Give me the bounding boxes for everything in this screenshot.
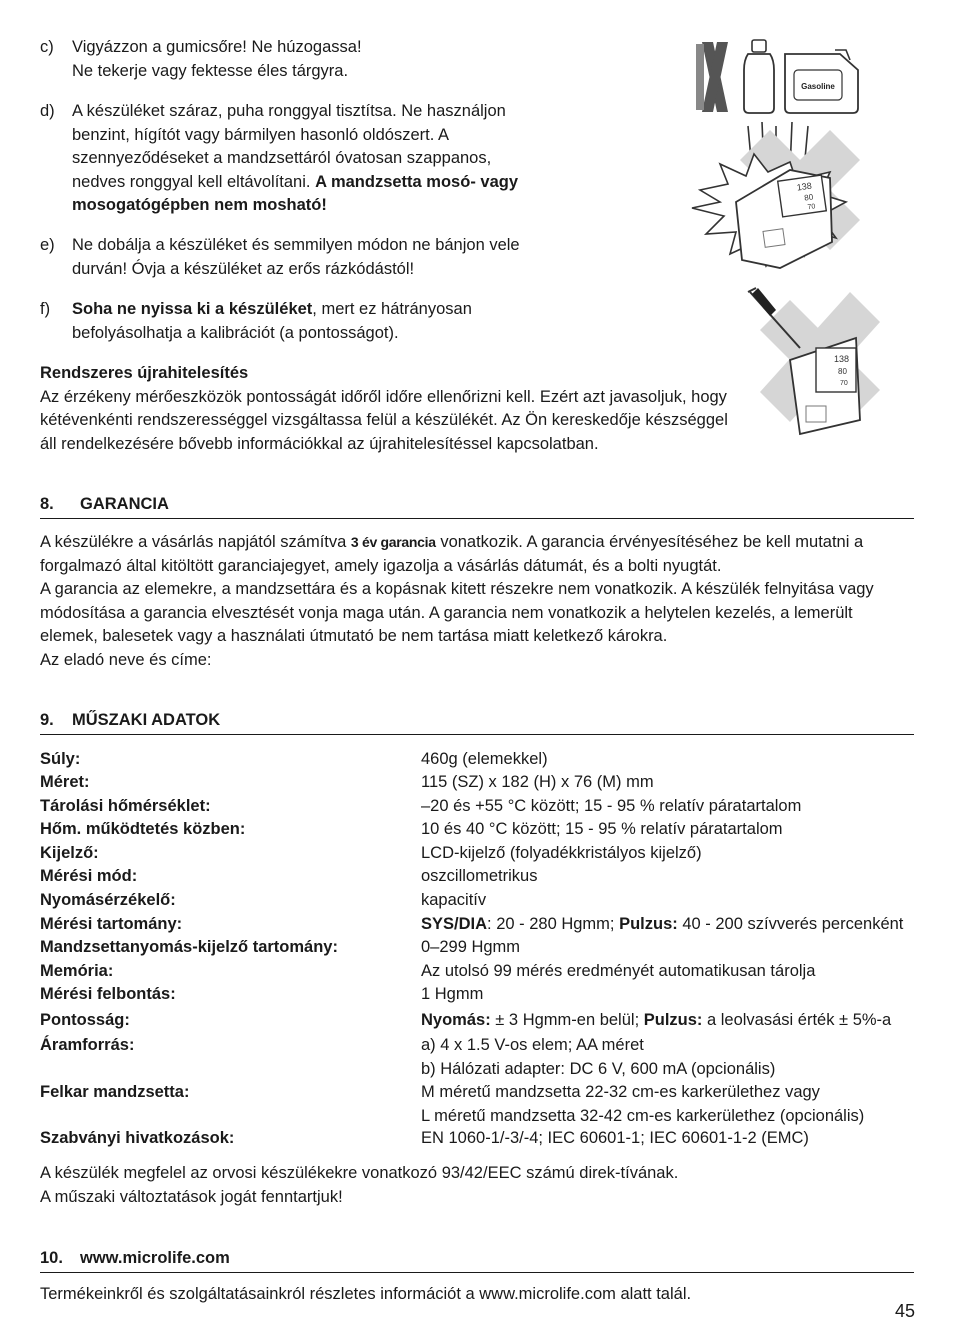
specs-note-rights: A műszaki változtatások jogát fenntartjuk!	[40, 1187, 343, 1206]
spec-row-display	[40, 842, 930, 866]
spec-row-cuff-range	[40, 936, 930, 960]
spec-value: kapacitív	[421, 891, 487, 909]
spec-row-method	[40, 865, 930, 889]
display-pulse-1: 70	[807, 203, 816, 212]
spec-label: Nyomásérzékelő:	[40, 891, 176, 909]
warranty-p1	[40, 531, 910, 578]
page-number: 45	[895, 1301, 916, 1321]
spec-row-power	[40, 1034, 930, 1081]
care-f-text: , mert ez hátrányosan befolyásolhatja a kalibrációt (a pontosságot).	[72, 300, 472, 342]
spec-label: Hőm. működtetés közben:	[40, 820, 246, 838]
warranty-heading	[40, 493, 914, 519]
spec-row-cuff	[40, 1081, 930, 1128]
web-body: Termékeinkről és szolgáltatásainkról részletes információt a www.microlife.com alatt talál.	[40, 1285, 692, 1303]
care-marker-d: d)	[40, 102, 55, 120]
warranty-p2: A garancia az elemekre, a mandzsettára és a kopásnak kitett részekre nem vonatkozik. A készülék felnyitása vagy módosítása a garancia elvesztését vonja maga után. A garancia nem vonatkozik a helytelen kezelés, a lemerült elemek, balesetek vagy a használati útmutató be nem tartása miatt keletkező károkra.	[40, 580, 874, 645]
spec-value: 460g (elemekkel)	[421, 750, 548, 768]
specs-note-directive: A készülék megfelel az orvosi készülékekre vonatkozó 93/42/EEC számú direk-tívának.	[40, 1164, 679, 1182]
care-marker-e: e)	[40, 236, 55, 254]
specs-heading	[40, 709, 914, 735]
spec-row-operating-temp	[40, 818, 930, 842]
spec-label: Mandzsettanyomás-kijelző tartomány:	[40, 938, 338, 956]
spec-row-standards	[40, 1127, 930, 1151]
spec-value-line1: M méretű mandzsetta 22-32 cm-es karkerülethez vagy	[421, 1083, 820, 1101]
spec-value: 10 és 40 °C között; 15 - 95 % relatív páratartalom	[421, 820, 783, 838]
spec-row-storage-temp	[40, 795, 930, 819]
warranty-p3: Az eladó neve és címe:	[40, 650, 212, 669]
display-dia-2: 80	[838, 367, 847, 376]
spec-row-sensor	[40, 889, 930, 913]
web-title: www.microlife.com	[80, 1249, 230, 1267]
care-f-bold: Soha ne nyissa ki a készüléket	[72, 300, 313, 318]
spec-value: 1 Hgmm	[421, 985, 484, 1003]
display-sys-1: 138	[796, 180, 813, 193]
spec-label: Felkar mandzsetta:	[40, 1083, 190, 1101]
spec-label: Szabványi hivatkozások:	[40, 1129, 235, 1147]
can-label: Gasoline	[801, 82, 835, 91]
warranty-period: 3 év garancia	[350, 534, 436, 550]
no-solvents-icon	[696, 40, 858, 113]
spec-row-size	[40, 771, 930, 795]
care-e-text: Ne dobálja a készüléket és semmilyen módon ne bánjon vele durván! Óvja a készüléket az erős rázkódástól!	[72, 236, 520, 278]
spec-row-memory	[40, 960, 930, 984]
specs-num: 9.	[40, 711, 54, 729]
recalibration-body: Az érzékeny mérőeszközök pontosságát időről időre ellenőrizni kell. Ezért azt javasoljuk, hogy kétévenkénti rendszerességgel vizsgáltassa felül a készülékét. Az Ön kereskedője készséggel áll rendelkezésére bővebb információkkal az újrahitelesítéssel kapcsolatban.	[40, 387, 728, 453]
web-num: 10.	[40, 1249, 63, 1267]
spec-row-range	[40, 913, 930, 937]
warranty-title: GARANCIA	[80, 495, 169, 513]
spec-value-line2: L méretű mandzsetta 32-42 cm-es karkerülethez (opcionális)	[421, 1106, 865, 1125]
spec-label: Mérési mód:	[40, 867, 138, 885]
spec-row-weight	[40, 748, 930, 772]
spec-value-bold: Pulzus:	[619, 915, 678, 933]
warranty-num: 8.	[40, 495, 54, 513]
spec-label: Memória:	[40, 962, 114, 980]
spec-label: Méret:	[40, 773, 90, 791]
care-c-line2: Ne tekerje vagy fektesse éles tárgyra.	[72, 61, 349, 80]
spec-value-bold: SYS/DIA	[421, 915, 488, 933]
spec-label: Pontosság:	[40, 1011, 130, 1029]
specs-title: MŰSZAKI ADATOK	[72, 711, 221, 729]
spec-value: Az utolsó 99 mérés eredményét automatikusan tárolja	[421, 962, 816, 980]
spec-value	[421, 1009, 891, 1033]
spec-label: Mérési felbontás:	[40, 985, 176, 1003]
recalibration-section	[40, 362, 730, 456]
spec-label: Súly:	[40, 750, 81, 768]
spec-value-line1: a) 4 x 1.5 V-os elem; AA méret	[421, 1036, 644, 1054]
spec-value-text: ± 3 Hgmm-en belül;	[490, 1011, 644, 1029]
spec-value-bold: Pulzus:	[643, 1011, 703, 1029]
care-d-bold: A mandzsetta mosó- vagy mosogatógépben nem mosható!	[72, 172, 519, 214]
recalibration-title: Rendszeres újrahitelesítés	[40, 364, 249, 382]
specs-notes	[40, 1162, 920, 1209]
spec-label: Kijelző:	[40, 844, 99, 862]
spec-label: Áramforrás:	[40, 1036, 135, 1054]
warranty-p1-a: A készülékre a vásárlás napjától számítva	[40, 533, 351, 551]
display-sys-2: 138	[834, 354, 850, 364]
spec-value: LCD-kijelző (folyadékkristályos kijelző)	[421, 844, 702, 862]
spec-label: Tárolási hőmérséklet:	[40, 797, 211, 815]
spec-row-accuracy	[40, 1009, 930, 1033]
care-illustration	[680, 30, 920, 450]
spec-value-line2: b) Hálózati adapter: DC 6 V, 600 mA (opcionális)	[421, 1059, 776, 1078]
spec-value-bold: Nyomás:	[421, 1011, 491, 1029]
care-item-c	[40, 36, 560, 84]
warranty-body	[40, 531, 910, 672]
spec-value: 115 (SZ) x 182 (H) x 76 (M) mm	[421, 773, 654, 791]
care-marker-f: f)	[40, 300, 51, 318]
web-heading	[40, 1247, 914, 1273]
care-marker-c: c)	[40, 38, 54, 56]
care-c-line1: Vigyázzon a gumicsőre! Ne húzogassa!	[72, 38, 362, 56]
spec-value-text: 40 - 200 szívverés percenként	[677, 915, 904, 933]
care-d-text: A készüléket száraz, puha ronggyal tisztítsa. Ne használjon benzint, hígítót vagy bármilyen hasonló oldószert. A szennyeződéseket a mandzsettáról óvatosan szappanos, nedves ronggyal kell eltávolítani.	[72, 102, 506, 191]
spec-value-text: : 20 - 280 Hgmm;	[487, 915, 620, 933]
spec-value: EN 1060-1/-3/-4; IEC 60601-1; IEC 60601-1-2 (EMC)	[421, 1129, 809, 1147]
spec-row-resolution	[40, 983, 930, 1007]
warranty-p1-b: vonatkozik. A garancia érvényesítéséhez be kell mutatni a forgalmazó által kitöltött garanciajegyet, amely igazolja a vásárlás dátumát, és a bolti nyugtát.	[40, 533, 864, 575]
spec-value: oszcillometrikus	[421, 867, 538, 885]
spec-value: 0–299 Hgmm	[421, 938, 521, 956]
display-dia-1: 80	[803, 192, 814, 203]
display-pulse-2: 70	[840, 380, 848, 387]
spec-value: –20 és +55 °C között; 15 - 95 % relatív páratartalom	[421, 797, 802, 815]
spec-value	[421, 1081, 864, 1128]
spec-value	[421, 1034, 775, 1081]
spec-value	[421, 913, 903, 937]
spec-label: Mérési tartomány:	[40, 915, 183, 933]
spec-value-text: a leolvasási érték ± 5%-a	[702, 1011, 892, 1029]
